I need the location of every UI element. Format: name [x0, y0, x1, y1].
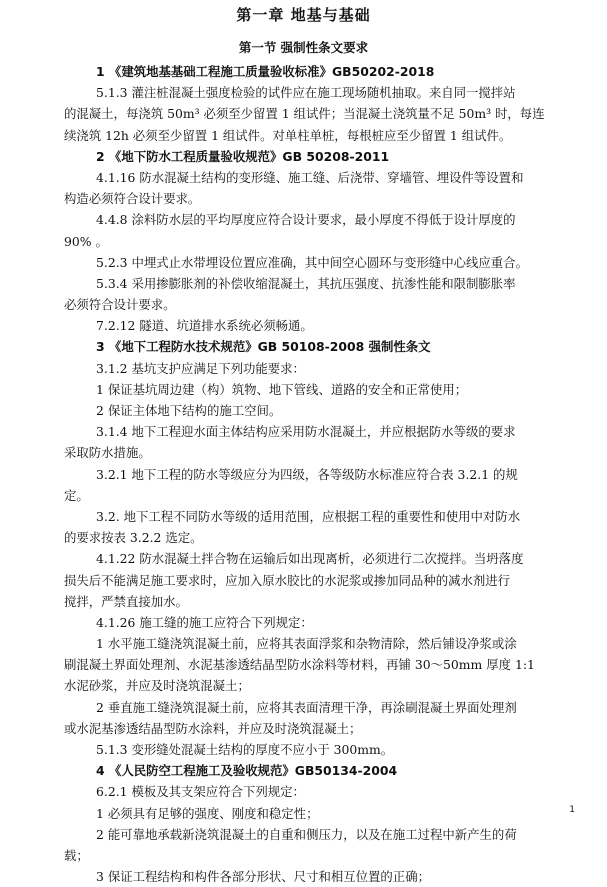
- body-text-line: 2 垂直施工缝浇筑混凝土前，应将其表面清理干净，再涂刷混凝土界面处理剂: [96, 699, 517, 715]
- body-text-line: 4.1.16 防水混凝土结构的变形缝、施工缝、后浇带、穿墙管、埋设件等设置和: [96, 169, 524, 185]
- body-text-line: 或水泥基渗透结晶型防水涂料，并应及时浇筑混凝土；: [64, 720, 362, 736]
- standard-heading: 1 《建筑地基基础工程施工质量验收标准》GB50202-2018: [96, 64, 435, 79]
- body-text-line: 3.2.1 地下工程的防水等级应分为四级，各等级防水标准应符合表 3.2.1 的规: [96, 466, 518, 482]
- body-text-line: 刷混凝土界面处理剂、水泥基渗透结晶型防水涂料等材料，再铺 30～50mm 厚度 1:1: [64, 657, 535, 673]
- body-text-line: 4.4.8 涂料防水层的平均厚度应符合设计要求，最小厚度不得低于设计厚度的: [96, 212, 516, 228]
- body-text-line: 2 能可靠地承载新浇筑混凝土的自重和侧压力，以及在施工过程中新产生的荷: [96, 826, 517, 842]
- body-text-line: 3 保证工程结构和构件各部分形状、尺寸和相互位置的正确；: [96, 869, 430, 885]
- body-text-line: 载；: [64, 847, 89, 863]
- body-text-line: 4.1.26 施工缝的施工应符合下列规定：: [96, 614, 313, 630]
- body-text-line: 的要求按表 3.2.2 选定。: [64, 530, 203, 546]
- body-text-line: 1 必须具有足够的强度、刚度和稳定性；: [96, 805, 319, 821]
- body-text-line: 3.1.4 地下工程迎水面主体结构应采用防水混凝土，并应根据防水等级的要求: [96, 424, 516, 440]
- body-text-line: 5.3.4 采用掺膨胀剂的补偿收缩混凝土，其抗压强度、抗渗性能和限制膨胀率: [96, 275, 516, 291]
- body-text-line: 续浇筑 12h 必须至少留置 1 组试件。对单柱单桩，每根桩应至少留置 1 组试件。: [64, 127, 512, 143]
- body-text-line: 的混凝土，每浇筑 50m³ 必须至少留置 1 组试件；当混凝土浇筑量不足 50m³ 时，每连: [64, 106, 545, 122]
- body-text-line: 5.2.3 中埋式止水带埋设位置应准确，其中间空心圆环与变形缝中心线应重合。: [96, 254, 528, 270]
- body-text-line: 定。: [64, 487, 89, 503]
- document-body: [64, 61, 592, 887]
- body-text-line: 7.2.12 隧道、坑道排水系统必须畅通。: [96, 318, 313, 334]
- section-title: 第一节 强制性条文要求: [238, 40, 369, 55]
- body-text-line: 1 水平施工缝浇筑混凝土前，应将其表面浮浆和杂物清除，然后铺设净浆或涂: [96, 636, 517, 652]
- chapter-title: 第一章 地基与基础: [236, 6, 371, 24]
- body-text-line: 3.2. 地下工程不同防水等级的适用范围，应根据工程的重要性和使用中对防水: [96, 508, 521, 524]
- body-text-line: 6.2.1 模板及其支架应符合下列规定：: [96, 784, 305, 800]
- body-text-line: 必须符合设计要求。: [64, 297, 176, 313]
- body-text-line: 2 保证主体地下结构的施工空间。: [96, 403, 282, 418]
- page-number: 1: [569, 805, 575, 815]
- body-text-line: 1 保证基坑周边建（构）筑物、地下管线、道路的安全和正常使用；: [96, 381, 468, 397]
- body-text-line: 构造必须符合设计要求。: [64, 191, 201, 207]
- body-text-line: 5.1.3 灌注桩混凝土强度检验的试件应在施工现场随机抽取。来自同一搅拌站: [96, 85, 516, 101]
- body-text-line: 采取防水措施。: [64, 445, 151, 461]
- body-text-line: 5.1.3 变形缝处混凝土结构的厚度不应小于 300mm。: [96, 742, 394, 757]
- body-text-line: 90% 。: [64, 233, 108, 249]
- standard-heading: 4 《人民防空工程施工及验收规范》GB50134-2004: [96, 763, 398, 779]
- body-text-line: 水泥砂浆，并应及时浇筑混凝土；: [64, 678, 250, 694]
- standard-heading: 3 《地下工程防水技术规范》GB 50108-2008 强制性条文: [96, 339, 431, 355]
- body-text-line: 搅拌，严禁直接加水。: [64, 593, 188, 609]
- body-text-line: 3.1.2 基坑支护应满足下列功能要求：: [96, 360, 305, 376]
- body-text-line: 损失后不能满足施工要求时，应加入原水胶比的水泥浆或掺加同品种的减水剂进行: [64, 572, 511, 588]
- standard-heading: 2 《地下防水工程质量验收规范》GB 50208-2011: [96, 148, 390, 164]
- body-text-line: 4.1.22 防水混凝土拌合物在运输后如出现离析，必须进行二次搅拌。当坍落度: [96, 551, 524, 567]
